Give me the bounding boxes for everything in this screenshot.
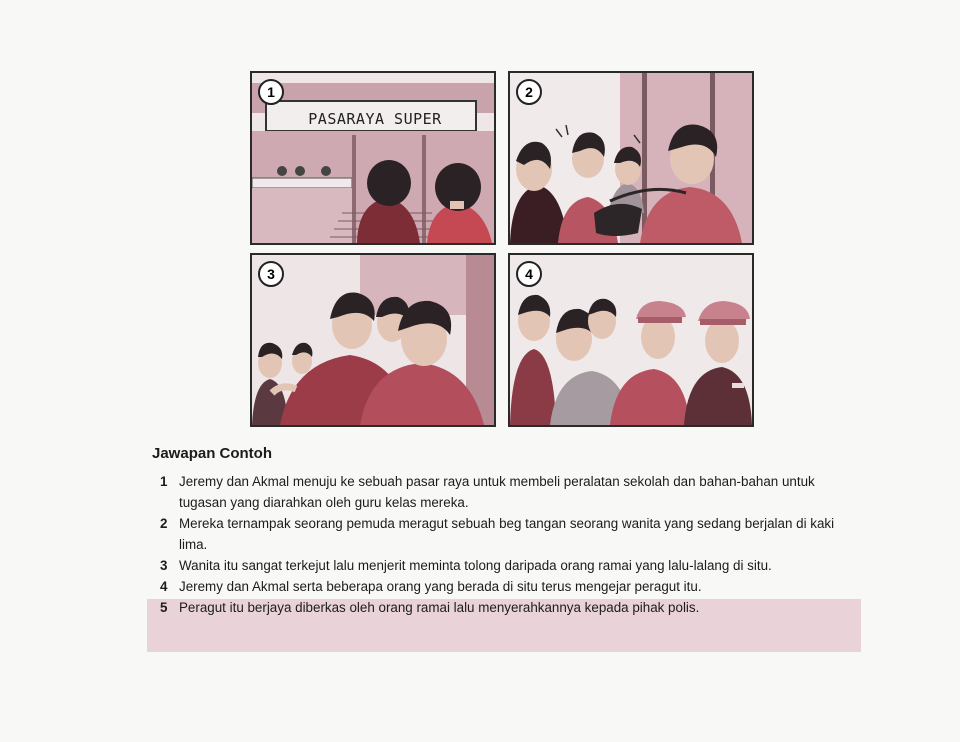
panel-number: 4 xyxy=(516,261,542,287)
comic-panel-3 xyxy=(250,253,496,427)
answer-item xyxy=(152,555,862,576)
comic-panel-2 xyxy=(508,71,754,245)
comic-strip xyxy=(250,71,756,427)
comic-panel-1 xyxy=(250,71,496,245)
panel-4-illustration xyxy=(510,255,752,425)
item-text: Mereka ternampak seorang pemuda meragut sebuah beg tangan seorang wanita yang sedang berjalan di kaki lima. xyxy=(179,516,835,552)
item-text: Wanita itu sangat terkejut lalu menjerit meminta tolong daripada orang ramai yang lalu-lalang di situ. xyxy=(179,558,772,573)
item-number: 4 xyxy=(160,579,168,594)
item-text: Jeremy dan Akmal menuju ke sebuah pasar raya untuk membeli peralatan sekolah dan bahan-bahan untuk tugasan yang diarahkan oleh guru kelas mereka. xyxy=(179,474,815,510)
panel-2-illustration xyxy=(510,73,752,243)
comic-panel-4 xyxy=(508,253,754,427)
answer-heading: Jawapan Contoh xyxy=(152,445,273,462)
item-text: Peragut itu berjaya diberkas oleh orang ramai lalu menyerahkannya kepada pihak polis. xyxy=(179,600,700,615)
item-number: 1 xyxy=(160,474,168,489)
panel-3-illustration xyxy=(252,255,494,425)
sample-answer xyxy=(152,445,862,618)
answer-item xyxy=(152,471,862,513)
answer-item xyxy=(152,597,862,618)
panel-number: 1 xyxy=(258,79,284,105)
item-number: 3 xyxy=(160,558,168,573)
answer-item xyxy=(152,576,862,597)
panel-number: 2 xyxy=(516,79,542,105)
panel-1-illustration xyxy=(252,73,494,243)
item-number: 5 xyxy=(160,600,168,615)
item-number: 2 xyxy=(160,516,168,531)
supermarket-sign: PASARAYA SUPER xyxy=(308,110,442,128)
panel-number: 3 xyxy=(258,261,284,287)
answer-item xyxy=(152,513,862,555)
item-text: Jeremy dan Akmal serta beberapa orang yang berada di situ terus mengejar peragut itu. xyxy=(179,579,702,594)
